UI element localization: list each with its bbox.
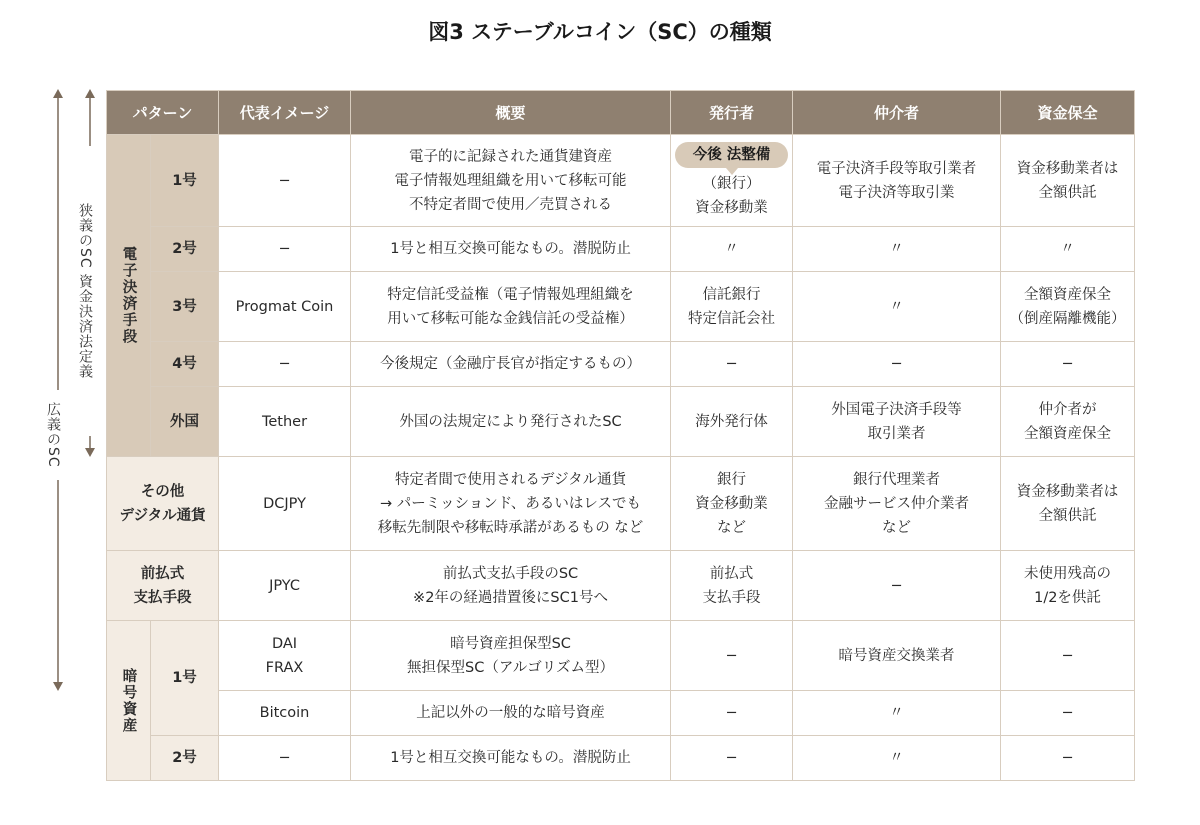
summary-line: 前払式支払手段のSC	[442, 565, 579, 582]
protection-line: 全額供託	[1038, 507, 1097, 524]
image-cell: −	[219, 736, 351, 781]
summary-cell	[351, 551, 671, 621]
image-cell: DCJPY	[219, 457, 351, 551]
broker-line: 電子決済手段等取引業者	[816, 160, 977, 177]
summary-line: 不特定者間で使用／売買される	[409, 196, 613, 213]
header-summary: 概要	[351, 91, 671, 135]
protection-line: 全額資産保全	[1024, 425, 1112, 442]
table-row	[107, 272, 1135, 342]
header-pattern: パターン	[107, 91, 219, 135]
table-row	[107, 621, 1135, 691]
sub-pattern: 1号	[151, 621, 219, 736]
sub-pattern: 2号	[151, 736, 219, 781]
image-cell: Tether	[219, 387, 351, 457]
table-row	[107, 342, 1135, 387]
summary-line: 電子的に記録された通貨建資産	[409, 148, 613, 165]
summary-line: 用いて移転可能な金銭信託の受益権）	[387, 310, 634, 327]
issuer-line: 銀行	[717, 471, 747, 488]
protection-line: 仲介者が	[1038, 401, 1097, 418]
summary-cell	[351, 135, 671, 227]
sub-pattern: 1号	[151, 135, 219, 227]
broker-line: 金融サービス仲介業者	[824, 495, 970, 512]
issuer-cell	[671, 457, 793, 551]
issuer-line: 特定信託会社	[688, 310, 776, 327]
summary-line: 無担保型SC（アルゴリズム型）	[407, 659, 614, 676]
protection-cell: −	[1001, 342, 1135, 387]
issuer-cell	[671, 551, 793, 621]
table-row	[107, 387, 1135, 457]
protection-cell: 〃	[1001, 227, 1135, 272]
issuer-cell: −	[671, 621, 793, 691]
issuer-line: （銀行）	[702, 175, 761, 192]
law-badge: 今後 法整備	[675, 142, 788, 168]
issuer-line: 資金移動業	[695, 199, 768, 216]
protection-cell	[1001, 457, 1135, 551]
image-cell: JPYC	[219, 551, 351, 621]
sc-types-table	[106, 90, 1135, 781]
table-row	[107, 227, 1135, 272]
issuer-cell: −	[671, 342, 793, 387]
summary-cell: 今後規定（金融庁長官が指定するもの）	[351, 342, 671, 387]
header-broker: 仲介者	[793, 91, 1001, 135]
protection-line: 資金移動業者は	[1016, 483, 1119, 500]
image-cell: −	[219, 227, 351, 272]
summary-cell: 1号と相互交換可能なもの。潜脱防止	[351, 227, 671, 272]
image-line: FRAX	[265, 659, 304, 676]
narrow-sc-label: 狭義のSC 資金決済法定義	[78, 146, 92, 436]
broker-line: 外国電子決済手段等	[831, 401, 962, 418]
sub-pattern: 2号	[151, 227, 219, 272]
issuer-line: 支払手段	[702, 589, 761, 606]
issuer-cell	[671, 135, 793, 227]
protection-line: 資金移動業者は	[1016, 160, 1119, 177]
summary-cell	[351, 457, 671, 551]
protection-cell: −	[1001, 621, 1135, 691]
broker-cell: 〃	[793, 736, 1001, 781]
protection-cell	[1001, 272, 1135, 342]
protection-cell	[1001, 551, 1135, 621]
protection-line: （倒産隔離機能）	[1009, 310, 1126, 327]
protection-line: 全額資産保全	[1024, 286, 1112, 303]
table-header-row	[107, 91, 1135, 135]
image-cell: Progmat Coin	[219, 272, 351, 342]
broker-line: 取引業者	[867, 425, 926, 442]
broker-line: 銀行代理業者	[853, 471, 941, 488]
summary-cell: 上記以外の一般的な暗号資産	[351, 691, 671, 736]
broad-sc-label: 広義のSC	[46, 390, 60, 480]
broker-cell	[793, 457, 1001, 551]
broker-line: 電子決済等取引業	[838, 184, 955, 201]
issuer-cell: −	[671, 691, 793, 736]
header-issuer: 発行者	[671, 91, 793, 135]
broker-cell: −	[793, 342, 1001, 387]
scope-indicator	[40, 88, 110, 698]
broker-cell: 〃	[793, 691, 1001, 736]
table-row	[107, 551, 1135, 621]
protection-line: 未使用残高の	[1024, 565, 1112, 582]
summary-line: 移転先制限や移転時承諾があるもの など	[377, 519, 644, 536]
summary-line: 暗号資産担保型SC	[450, 635, 571, 652]
table-row	[107, 736, 1135, 781]
summary-cell	[351, 621, 671, 691]
protection-cell: −	[1001, 736, 1135, 781]
broker-cell	[793, 387, 1001, 457]
issuer-cell	[671, 272, 793, 342]
protection-cell	[1001, 135, 1135, 227]
summary-cell: 外国の法規定により発行されたSC	[351, 387, 671, 457]
sub-pattern: 4号	[151, 342, 219, 387]
group-sonota: その他 デジタル通貨	[107, 457, 219, 551]
issuer-line: 前払式	[709, 565, 754, 582]
group-angou: 暗号資産	[107, 621, 151, 781]
protection-line: 全額供託	[1038, 184, 1097, 201]
issuer-cell: 〃	[671, 227, 793, 272]
broker-cell: −	[793, 551, 1001, 621]
issuer-cell: 海外発行体	[671, 387, 793, 457]
group-maebarai: 前払式 支払手段	[107, 551, 219, 621]
header-image: 代表イメージ	[219, 91, 351, 135]
broker-cell: 〃	[793, 227, 1001, 272]
sub-pattern: 3号	[151, 272, 219, 342]
table-row	[107, 457, 1135, 551]
summary-line: → パーミッションド、あるいはレスでも	[380, 495, 641, 512]
issuer-line: 信託銀行	[702, 286, 761, 303]
image-cell: −	[219, 135, 351, 227]
protection-cell	[1001, 387, 1135, 457]
broker-line: など	[882, 519, 912, 536]
summary-cell	[351, 272, 671, 342]
header-protection: 資金保全	[1001, 91, 1135, 135]
broker-cell: 暗号資産交換業者	[793, 621, 1001, 691]
summary-line: ※2年の経過措置後にSC1号へ	[413, 589, 608, 606]
broker-cell	[793, 135, 1001, 227]
protection-line: 1/2を供託	[1034, 589, 1101, 606]
table-row	[107, 691, 1135, 736]
sub-pattern: 外国	[151, 387, 219, 457]
group-denshi: 電子決済手段	[107, 135, 151, 457]
table-row	[107, 135, 1135, 227]
summary-cell: 1号と相互交換可能なもの。潜脱防止	[351, 736, 671, 781]
image-line: DAI	[271, 635, 298, 652]
summary-line: 特定信託受益権（電子情報処理組織を	[387, 286, 634, 303]
issuer-cell: −	[671, 736, 793, 781]
summary-line: 電子情報処理組織を用いて移転可能	[394, 172, 627, 189]
image-cell: −	[219, 342, 351, 387]
page-title: 図3 ステーブルコイン（SC）の種類	[428, 20, 772, 44]
image-cell: Bitcoin	[219, 691, 351, 736]
issuer-line: 資金移動業	[695, 495, 768, 512]
summary-line: 特定者間で使用されるデジタル通貨	[394, 471, 627, 488]
issuer-line: など	[717, 519, 747, 536]
image-cell	[219, 621, 351, 691]
protection-cell: −	[1001, 691, 1135, 736]
broker-cell: 〃	[793, 272, 1001, 342]
